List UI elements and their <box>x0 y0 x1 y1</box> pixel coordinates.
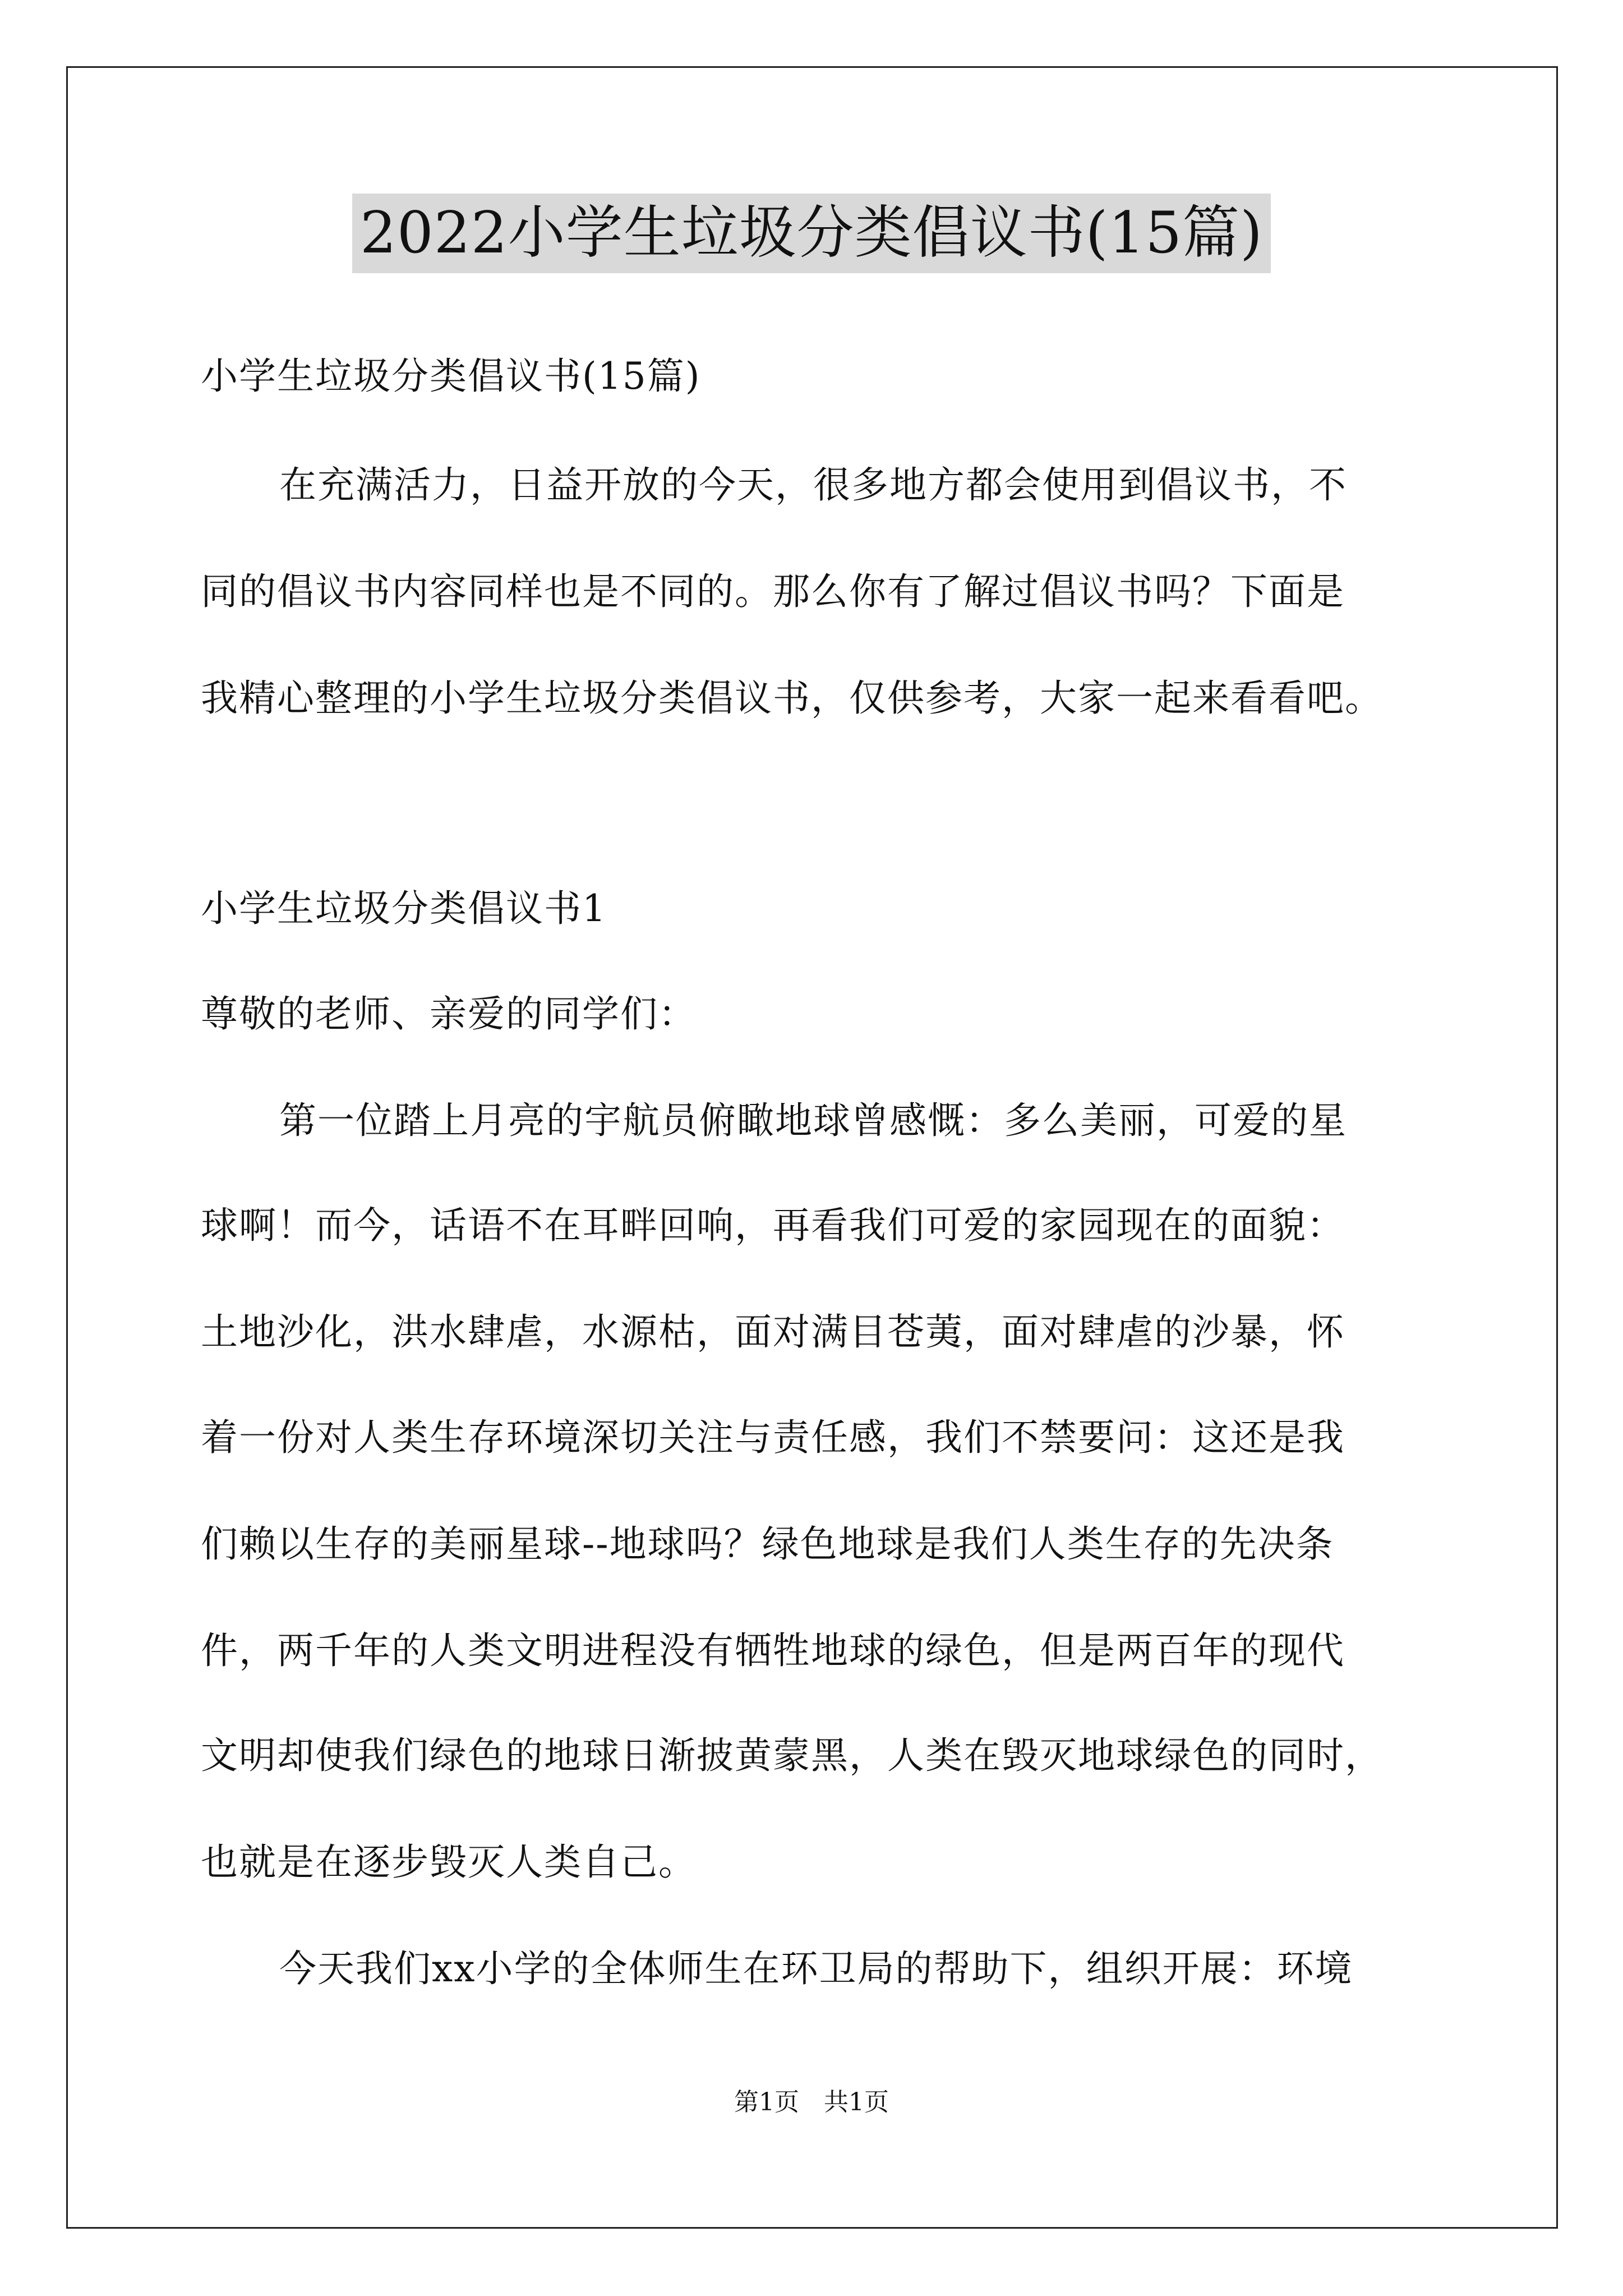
paragraph1-line-4: 着一份对人类生存环境深切关注与责任感，我们不禁要问：这还是我 <box>201 1416 1345 1459</box>
document-title: 2022小学生垃圾分类倡议书(15篇) <box>352 194 1271 273</box>
paragraph1-line-3: 土地沙化，洪水肆虐，水源枯，面对满目苍荑，面对肆虐的沙暴，怀 <box>201 1310 1345 1354</box>
intro-line-2: 同的倡议书内容同样也是不同的。那么你有了解过倡议书吗？下面是 <box>201 570 1345 613</box>
paragraph1-line-7: 文明却使我们绿色的地球日渐披黄蒙黑，人类在毁灭地球绿色的同时， <box>201 1734 1383 1777</box>
document-subtitle: 小学生垃圾分类倡议书(15篇) <box>201 355 701 398</box>
paragraph1-line-6: 件，两千年的人类文明进程没有牺牲地球的绿色，但是两百年的现代 <box>201 1629 1345 1672</box>
section-heading: 小学生垃圾分类倡议书1 <box>201 887 607 930</box>
paragraph1-line-1: 第一位踏上月亮的宇航员俯瞰地球曾感慨：多么美丽，可爱的星 <box>279 1099 1347 1142</box>
title-container <box>0 194 1623 273</box>
paragraph2-line-1: 今天我们xx小学的全体师生在环卫局的帮助下，组织开展：环境 <box>279 1947 1353 1990</box>
paragraph1-line-8: 也就是在逐步毁灭人类自己。 <box>201 1841 697 1884</box>
page-footer: 第1页 共1页 <box>734 2088 889 2116</box>
paragraph1-line-5: 们赖以生存的美丽星球--地球吗？绿色地球是我们人类生存的先决条 <box>201 1522 1334 1566</box>
intro-line-3: 我精心整理的小学生垃圾分类倡议书，仅供参考，大家一起来看看吧。 <box>201 677 1383 720</box>
salutation: 尊敬的老师、亲爱的同学们： <box>201 992 697 1036</box>
intro-line-1: 在充满活力，日益开放的今天，很多地方都会使用到倡议书，不 <box>279 463 1347 507</box>
paragraph1-line-2: 球啊！而今，话语不在耳畔回响，再看我们可爱的家园现在的面貌： <box>201 1204 1345 1247</box>
